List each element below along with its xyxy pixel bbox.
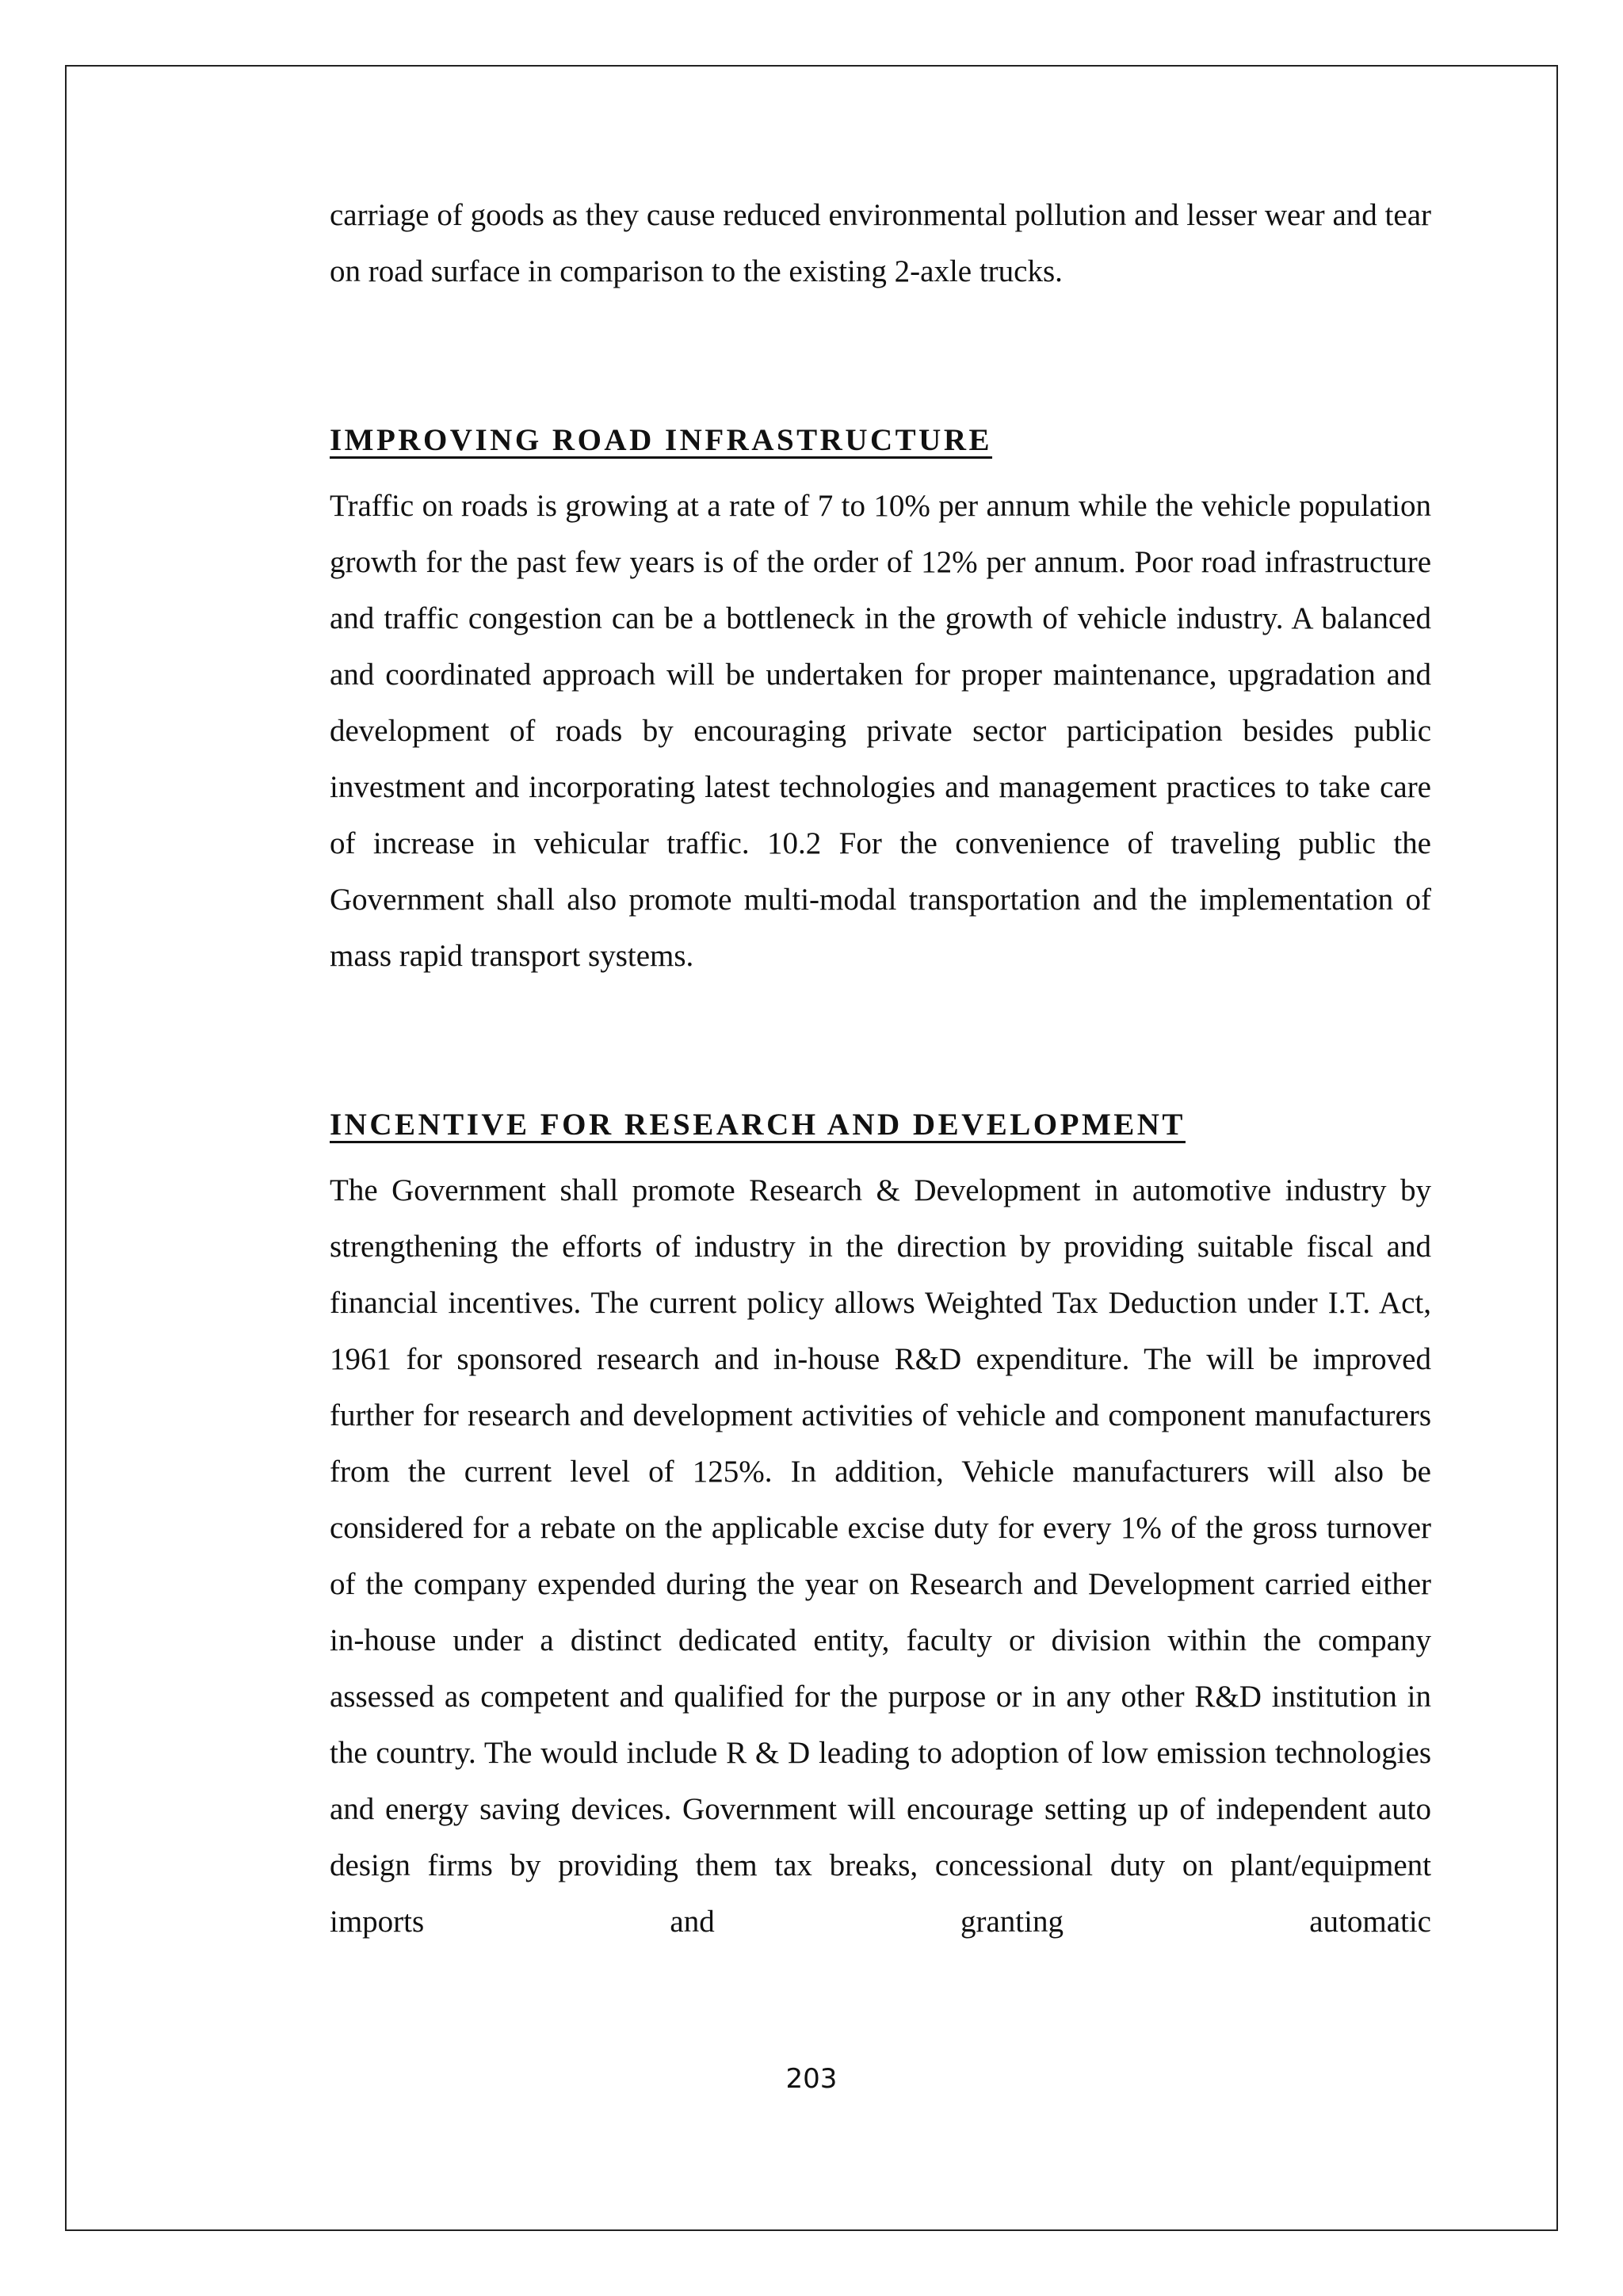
intro-paragraph: carriage of goods as they cause reduced environmental pollution and lesser wear and tear on road surface in comparison to the existing 2-axle trucks. (330, 198, 1431, 288)
section-spacer (330, 984, 1431, 1097)
heading-spacer (330, 1153, 1431, 1162)
heading-spacer (330, 468, 1431, 478)
section-body-road-infrastructure: Traffic on roads is growing at a rate of 7 to 10% per annum while the vehicle population growth for the past few years is of the order of 12% per annum. Poor road infrastructure and traffic congestion can be a bottleneck in the growth of vehicle industry. A balanced and coordinated approach will be undertaken for proper maintenance, upgradation and development of roads by encouraging private sector participation besides public investment and incorporating latest technologies and management practices to take care of increase in vehicular traffic. 10.2 For the convenience of traveling public the Government shall also promote multi-modal transportation and the implementation of mass rapid transport systems. (330, 489, 1431, 973)
section-heading-research-development: INCENTIVE FOR RESEARCH AND DEVELOPMENT (330, 1108, 1186, 1142)
section-body-research-development: The Government shall promote Research & Development in automotive industry by strengthening the efforts of industry in the direction by providing suitable fiscal and financial incentives. The current policy allows Weighted Tax Deduction under I.T. Act, 1961 for sponsored research and in-house R&D expenditure. The will be improved further for research and development activities of vehicle and component manufacturers from the current level of 125%. In addition, Vehicle manufacturers will also be considered for a rebate on the applicable excise duty for every 1% of the gross turnover of the company expended during the year on Research and Development carried either in-house under a distinct dedicated entity, faculty or division within the company assessed as competent and qualified for the purpose or in any other R&D institution in the country. The would include R & D leading to adoption of low emission technologies and energy saving devices. Government will encourage setting up of independent auto design firms by providing them tax breaks, concessional duty on plant/equipment imports and granting automatic (330, 1173, 1431, 1939)
document-content (330, 187, 1431, 1950)
section-heading-road-infrastructure: IMPROVING ROAD INFRASTRUCTURE (330, 423, 993, 457)
page-number: 203 (785, 2063, 838, 2095)
section-spacer (330, 299, 1431, 412)
